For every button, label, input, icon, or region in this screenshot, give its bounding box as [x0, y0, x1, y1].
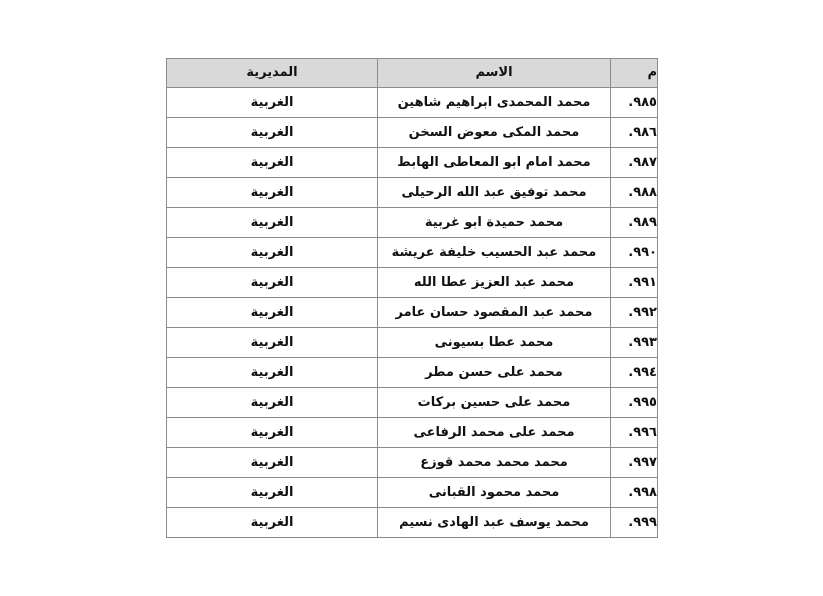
row-directorate: الغربية [167, 298, 378, 328]
row-name: محمد حميدة ابو غربية [378, 208, 611, 238]
row-name: محمد محمود القبانى [378, 478, 611, 508]
header-row [167, 59, 658, 88]
row-directorate: الغربية [167, 478, 378, 508]
row-directorate: الغربية [167, 508, 378, 538]
header-number: م [611, 59, 658, 88]
row-name: محمد المكى معوض السخن [378, 118, 611, 148]
row-directorate: الغربية [167, 238, 378, 268]
table-row [167, 448, 658, 478]
row-number: ٩٩٤. [611, 358, 658, 388]
row-name: محمد محمد محمد قوزع [378, 448, 611, 478]
row-name: محمد يوسف عبد الهادى نسيم [378, 508, 611, 538]
row-number: ٩٨٧. [611, 148, 658, 178]
row-number: ٩٩٩. [611, 508, 658, 538]
row-number: ٩٨٩. [611, 208, 658, 238]
table-row [167, 118, 658, 148]
row-directorate: الغربية [167, 208, 378, 238]
row-directorate: الغربية [167, 268, 378, 298]
row-directorate: الغربية [167, 178, 378, 208]
row-name: محمد على محمد الرفاعى [378, 418, 611, 448]
table-row [167, 328, 658, 358]
row-name: محمد المحمدى ابراهيم شاهين [378, 88, 611, 118]
row-directorate: الغربية [167, 448, 378, 478]
table-row [167, 208, 658, 238]
row-number: ٩٩٨. [611, 478, 658, 508]
table-row [167, 148, 658, 178]
table-body [167, 88, 658, 538]
row-directorate: الغربية [167, 418, 378, 448]
table-row [167, 358, 658, 388]
row-number: ٩٩٣. [611, 328, 658, 358]
header-name: الاسم [378, 59, 611, 88]
row-number: ٩٨٥. [611, 88, 658, 118]
row-name: محمد على حسن مطر [378, 358, 611, 388]
row-name: محمد امام ابو المعاطى الهابط [378, 148, 611, 178]
row-name: محمد عبد العزيز عطا الله [378, 268, 611, 298]
row-number: ٩٩٦. [611, 418, 658, 448]
row-directorate: الغربية [167, 118, 378, 148]
table-row [167, 388, 658, 418]
table-row [167, 418, 658, 448]
row-number: ٩٩٧. [611, 448, 658, 478]
header-directorate: المديرية [167, 59, 378, 88]
table-row [167, 298, 658, 328]
row-name: محمد عبد المقصود حسان عامر [378, 298, 611, 328]
table-header [167, 59, 658, 88]
table-row [167, 478, 658, 508]
row-number: ٩٩١. [611, 268, 658, 298]
table-row [167, 508, 658, 538]
table-row [167, 178, 658, 208]
row-number: ٩٨٦. [611, 118, 658, 148]
row-name: محمد على حسين بركات [378, 388, 611, 418]
row-directorate: الغربية [167, 358, 378, 388]
row-name: محمد عطا بسيونى [378, 328, 611, 358]
row-directorate: الغربية [167, 328, 378, 358]
names-table [166, 58, 658, 538]
table-row [167, 238, 658, 268]
table-row [167, 268, 658, 298]
row-directorate: الغربية [167, 148, 378, 178]
row-number: ٩٨٨. [611, 178, 658, 208]
row-number: ٩٩٢. [611, 298, 658, 328]
row-directorate: الغربية [167, 88, 378, 118]
row-directorate: الغربية [167, 388, 378, 418]
table-row [167, 88, 658, 118]
row-number: ٩٩٥. [611, 388, 658, 418]
row-name: محمد توفيق عبد الله الرحيلى [378, 178, 611, 208]
row-name: محمد عبد الحسيب خليفة عريشة [378, 238, 611, 268]
row-number: ٩٩٠. [611, 238, 658, 268]
